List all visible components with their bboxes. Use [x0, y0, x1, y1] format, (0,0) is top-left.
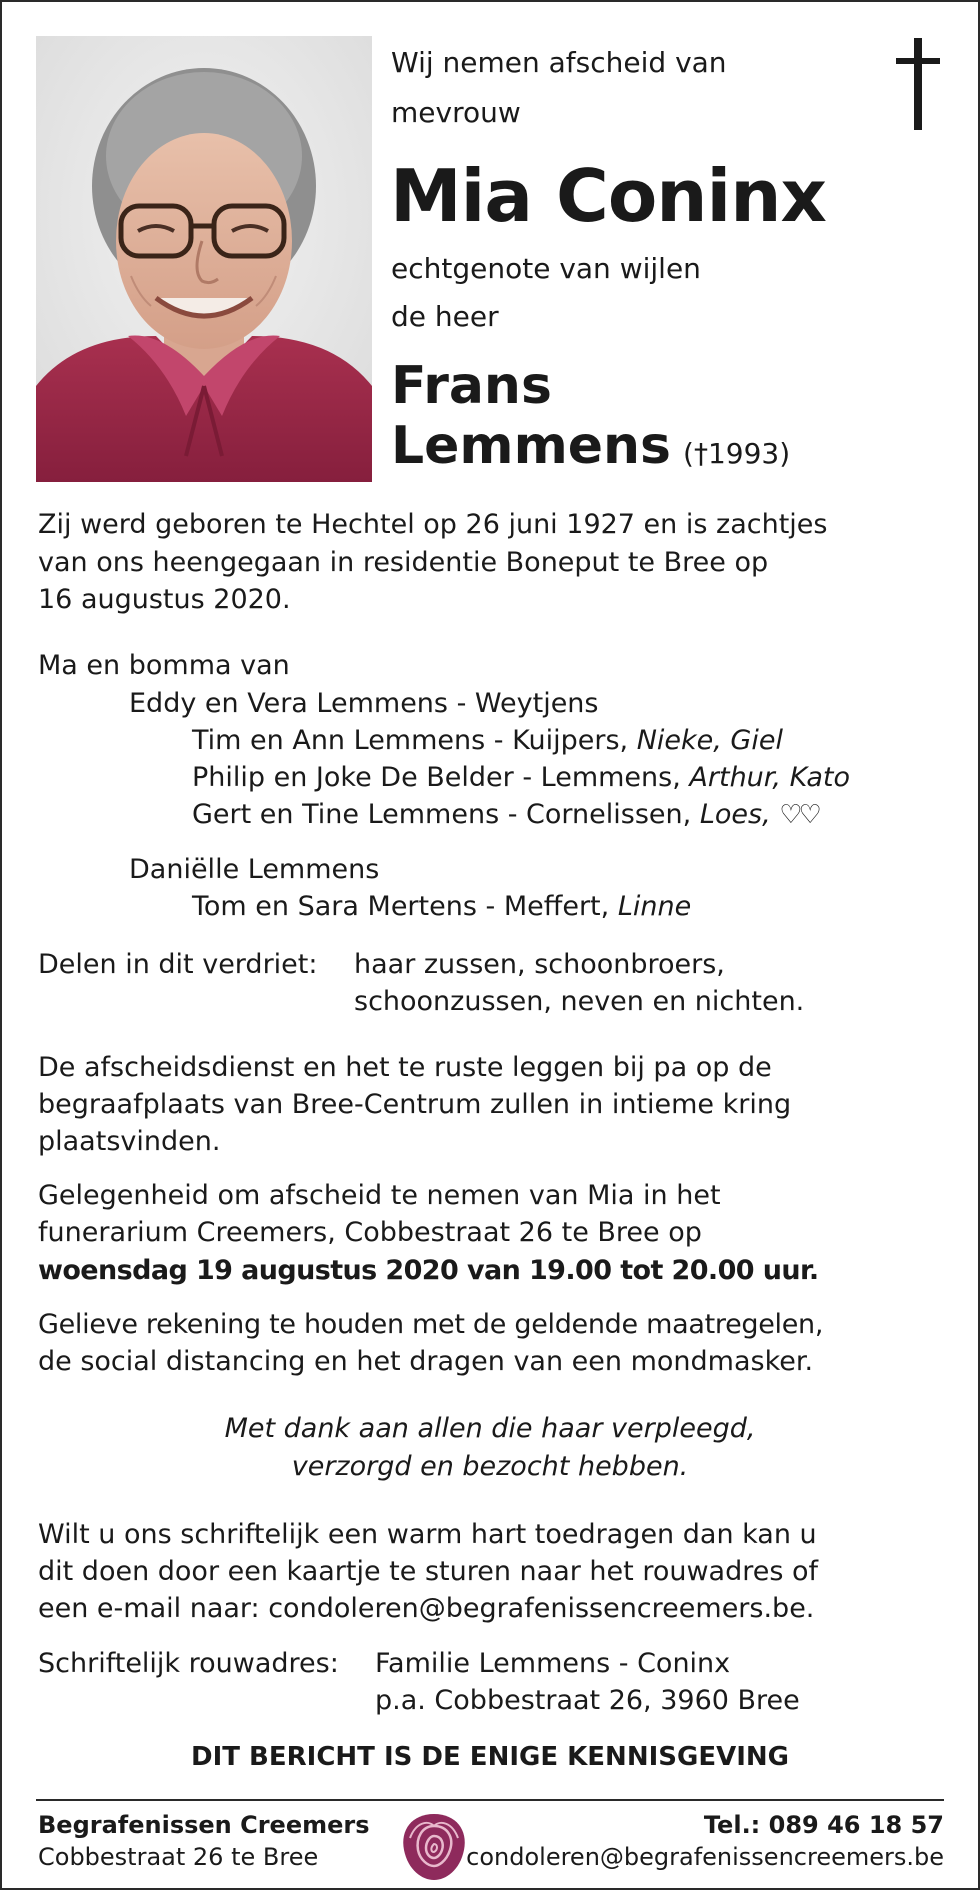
thanks-line-1: Met dank aan allen die haar verpleegd,: [224, 1413, 756, 1444]
spouse-death-year: (†1993): [683, 437, 791, 470]
family-heading: Ma en bomma van: [38, 650, 290, 681]
intro-line-1: Wij nemen afscheid van: [391, 46, 727, 79]
grandchild-row: [192, 797, 818, 833]
service-line-1: De afscheidsdienst en het te ruste leggen bij pa op de: [38, 1052, 772, 1083]
spouse-intro-line-2: de heer: [391, 300, 499, 333]
footer-phone: Tel.: 089 46 18 57: [703, 1811, 944, 1839]
visitation-line-1: Gelegenheid om afscheid te nemen van Mia in het: [38, 1180, 721, 1211]
grandchild-row: [192, 723, 783, 759]
visitation-line-2: funerarium Creemers, Cobbestraat 26 te Bree op: [38, 1217, 702, 1248]
birth-line-2: van ons heengegaan in residentie Boneput te Bree op: [38, 547, 769, 578]
footer-divider: [36, 1799, 944, 1801]
grief-label: Delen in dit verdriet:: [38, 949, 318, 980]
visitation-date-time: woensdag 19 augustus 2020 van 19.00 tot 20.00 uur.: [38, 1255, 819, 1286]
service-line-3: plaatsvinden.: [38, 1126, 221, 1157]
birth-line-3: 16 augustus 2020.: [38, 584, 291, 615]
child-1-name: Eddy en Vera Lemmens - Weytjens: [129, 688, 599, 719]
great-grandchildren: Nieke, Giel: [636, 725, 783, 756]
sole-notice: DIT BERICHT IS DE ENIGE KENNISGEVING: [191, 1742, 789, 1772]
child-2-name: Daniëlle Lemmens: [129, 854, 380, 885]
deceased-name: Mia Coninx: [390, 154, 826, 238]
great-grandchildren: Loes,: [699, 799, 771, 830]
address-line-1: Familie Lemmens - Coninx: [375, 1648, 731, 1679]
portrait-photo: [36, 36, 372, 482]
heart-outline-icon: ♡♡: [779, 800, 818, 830]
spouse-intro-line-1: echtgenote van wijlen: [391, 252, 701, 285]
grandchild-family-name: Gert en Tine Lemmens - Cornelissen,: [192, 799, 692, 830]
grandchild-row: [192, 889, 691, 925]
grandchild-family-name: Tom en Sara Mertens - Meffert,: [192, 891, 610, 922]
spouse-last-name: Lemmens: [391, 416, 672, 476]
latin-cross-icon: [896, 38, 940, 130]
intro-line-2: mevrouw: [391, 96, 521, 129]
condolences-line-2: dit doen door een kaartje te sturen naar het rouwadres of: [38, 1556, 819, 1587]
thanks-line-2: verzorgd en bezocht hebben.: [291, 1451, 689, 1482]
address-label: Schriftelijk rouwadres:: [38, 1648, 339, 1679]
grandchild-family-name: Philip en Joke De Belder - Lemmens,: [192, 762, 681, 793]
footer-company-address: Cobbestraat 26 te Bree: [38, 1843, 319, 1871]
grandchild-row: [192, 760, 850, 796]
service-line-2: begraafplaats van Bree-Centrum zullen in intieme kring: [38, 1089, 792, 1120]
measures-line-2: de social distancing en het dragen van een mondmasker.: [38, 1346, 814, 1377]
condolences-line-3: een e-mail naar: condoleren@begrafenissencreemers.be.: [38, 1593, 815, 1624]
grief-line-2: schoonzussen, neven en nichten.: [354, 986, 805, 1017]
measures-line-1: Gelieve rekening te houden met de geldende maatregelen,: [38, 1309, 824, 1340]
footer-email: condoleren@begrafenissencreemers.be: [466, 1843, 944, 1871]
great-grandchildren: Linne: [617, 891, 692, 922]
spouse-first-name: Frans: [391, 356, 552, 416]
address-line-2: p.a. Cobbestraat 26, 3960 Bree: [375, 1685, 800, 1716]
spouse-last-name-row: [391, 416, 790, 484]
grandchild-family-name: Tim en Ann Lemmens - Kuijpers,: [192, 725, 629, 756]
grief-line-1: haar zussen, schoonbroers,: [354, 949, 725, 980]
condolences-line-1: Wilt u ons schriftelijk een warm hart toedragen dan kan u: [38, 1519, 817, 1550]
birth-line-1: Zij werd geboren te Hechtel op 26 juni 1927 en is zachtjes: [38, 509, 828, 540]
footer-company: Begrafenissen Creemers: [38, 1811, 370, 1839]
rose-logo-icon: [398, 1808, 470, 1884]
great-grandchildren: Arthur, Kato: [689, 762, 850, 793]
